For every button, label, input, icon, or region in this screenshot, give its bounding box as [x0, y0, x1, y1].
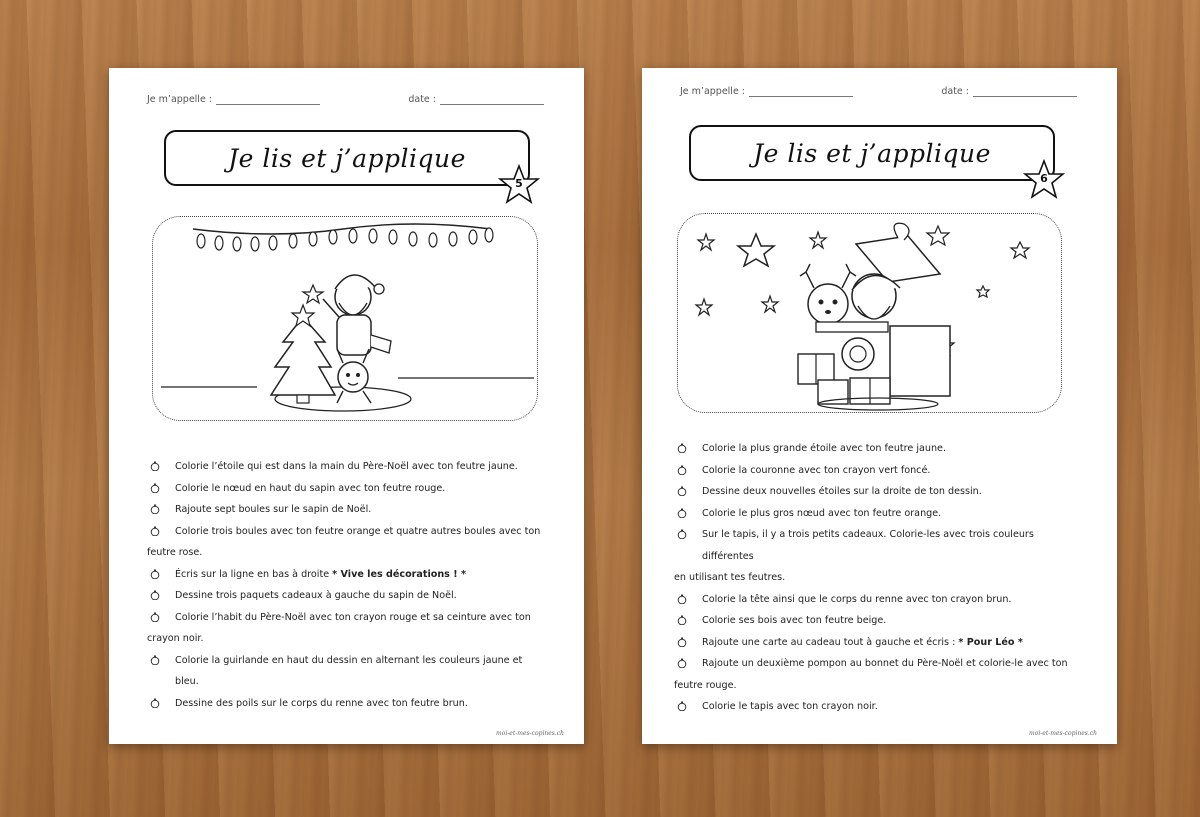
instruction-item	[147, 607, 548, 650]
instruction-continuation: feutre rouge.	[674, 679, 737, 691]
page-title: Je lis et j’applique	[228, 143, 466, 173]
ornament-bullet-icon	[677, 486, 687, 496]
ornament-bullet-icon	[677, 529, 687, 539]
instruction-item	[674, 632, 1081, 654]
ornament-bullet-icon	[150, 590, 160, 600]
ornament-bullet-icon	[150, 504, 160, 514]
instruction-item	[674, 610, 1081, 632]
instruction-text: Colorie le plus gros nœud avec ton feutre orange.	[702, 507, 942, 519]
instruction-text: Dessine trois paquets cadeaux à gauche du sapin de Noël.	[175, 590, 457, 601]
instruction-item	[147, 564, 548, 586]
date-blank-line[interactable]	[973, 87, 1077, 97]
worksheet-6	[642, 68, 1117, 744]
instruction-continuation: en utilisant tes feutres.	[674, 572, 786, 583]
ornament-bullet-icon	[150, 612, 160, 622]
instruction-item	[147, 456, 548, 478]
instruction-continuation: feutre rose.	[147, 547, 203, 558]
gift-box-illustration	[678, 214, 1062, 413]
ornament-bullet-icon	[677, 594, 687, 604]
watermark: moi-et-mes-copines.ch	[1029, 730, 1097, 737]
date-blank-line[interactable]	[440, 95, 544, 105]
instruction-item	[147, 499, 548, 521]
name-label: Je m’appelle :	[680, 86, 746, 97]
instruction-text: Colorie trois boules avec ton feutre orange et quatre autres boules avec ton	[175, 525, 541, 537]
instruction-text: Colorie l’habit du Père-Noël avec ton crayon rouge et sa ceinture avec ton	[175, 611, 531, 623]
name-label: Je m’appelle :	[147, 94, 213, 105]
star-number-badge	[498, 164, 540, 206]
ornament-bullet-icon	[150, 655, 160, 665]
santa-tree-illustration	[153, 217, 538, 421]
instruction-item	[147, 478, 548, 500]
title-box	[689, 125, 1055, 185]
date-field	[941, 86, 1077, 97]
watermark: moi-et-mes-copines.ch	[496, 730, 564, 737]
instruction-text: Colorie le tapis avec ton crayon noir.	[702, 701, 878, 712]
instruction-bold-text: * Pour Léo *	[958, 636, 1023, 648]
instruction-item	[674, 460, 1081, 482]
instruction-text: Colorie ses bois avec ton feutre beige.	[702, 615, 887, 626]
illustration-frame	[677, 213, 1062, 413]
ornament-bullet-icon	[150, 483, 160, 493]
instruction-text: Colorie la couronne avec ton crayon vert foncé.	[702, 464, 931, 476]
date-field	[408, 94, 544, 105]
instruction-list	[674, 438, 1081, 718]
instruction-text: Colorie la guirlande en haut du dessin en alternant les couleurs jaune et bleu.	[175, 654, 523, 687]
ornament-bullet-icon	[677, 508, 687, 518]
instruction-text: Rajoute sept boules sur le sapin de Noël.	[175, 504, 372, 515]
instruction-item	[674, 503, 1081, 525]
ornament-bullet-icon	[677, 465, 687, 475]
name-blank-line[interactable]	[216, 95, 320, 105]
instruction-item	[147, 650, 548, 693]
ornament-bullet-icon	[677, 615, 687, 625]
ornament-bullet-icon	[150, 461, 160, 471]
instruction-item	[674, 481, 1081, 503]
instruction-item	[674, 589, 1081, 611]
instruction-text: Rajoute un deuxième pompon au bonnet du Père-Noël et colorie-le avec ton	[702, 658, 1068, 669]
page-title: Je lis et j’applique	[753, 138, 991, 168]
date-label: date :	[941, 86, 969, 97]
instruction-item	[674, 653, 1081, 696]
instruction-item	[674, 696, 1081, 718]
instruction-continuation: crayon noir.	[147, 633, 204, 644]
name-field	[147, 94, 320, 105]
instruction-list	[147, 456, 548, 714]
title-box	[164, 130, 530, 190]
instruction-text: Colorie le nœud en haut du sapin avec ton feutre rouge.	[175, 482, 446, 494]
illustration-frame	[152, 216, 538, 421]
instruction-item	[147, 521, 548, 564]
instruction-text: Sur le tapis, il y a trois petits cadeaux. Colorie-les avec trois couleurs différentes	[702, 529, 1034, 562]
instruction-item	[674, 438, 1081, 460]
instruction-text: Dessine deux nouvelles étoiles sur la droite de ton dessin.	[702, 486, 982, 497]
instruction-text: Dessine des poils sur le corps du renne avec ton feutre brun.	[175, 697, 468, 709]
ornament-bullet-icon	[677, 637, 687, 647]
date-label: date :	[408, 94, 436, 105]
instruction-text: Colorie la tête ainsi que le corps du renne avec ton crayon brun.	[702, 593, 1012, 605]
ornament-bullet-icon	[677, 658, 687, 668]
star-number-badge	[1023, 159, 1065, 201]
worksheet-5	[109, 68, 584, 744]
sheet-number: 5	[515, 177, 523, 190]
name-field	[680, 86, 853, 97]
ornament-bullet-icon	[150, 698, 160, 708]
instruction-item	[674, 524, 1081, 589]
instruction-text: Colorie l’étoile qui est dans la main du Père-Noël avec ton feutre jaune.	[175, 461, 518, 472]
header-fields	[147, 94, 544, 105]
header-fields	[680, 86, 1077, 97]
instruction-item	[147, 585, 548, 607]
ornament-bullet-icon	[150, 569, 160, 579]
instruction-item	[147, 693, 548, 715]
instruction-text: Rajoute une carte au cadeau tout à gauche et écris :	[702, 636, 959, 648]
ornament-bullet-icon	[677, 701, 687, 711]
name-blank-line[interactable]	[749, 87, 853, 97]
ornament-bullet-icon	[150, 526, 160, 536]
sheet-number: 6	[1040, 172, 1048, 185]
instruction-bold-text: * Vive les décorations ! *	[332, 568, 466, 580]
instruction-text: Colorie la plus grande étoile avec ton feutre jaune.	[702, 443, 947, 454]
instruction-text: Écris sur la ligne en bas à droite	[175, 568, 333, 580]
ornament-bullet-icon	[677, 443, 687, 453]
